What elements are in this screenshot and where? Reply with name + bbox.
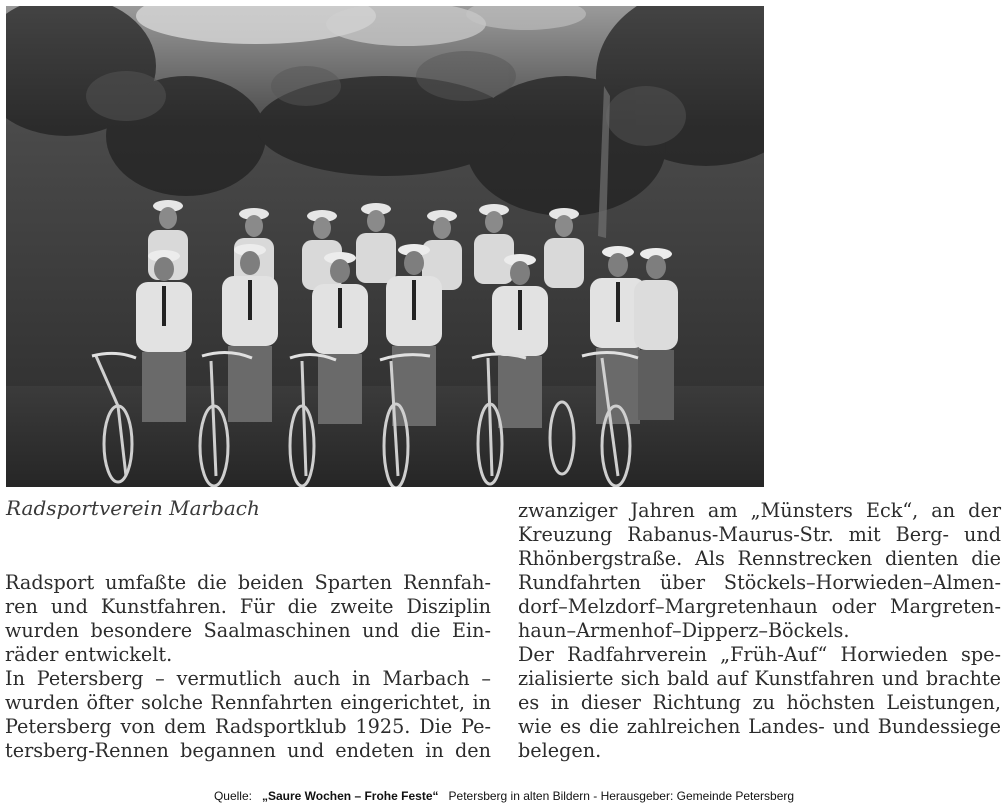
text-line: zialisierte sich bald auf Kunstfahren und brachte [518,667,1001,690]
text-line: wurden besondere Saalmaschinen und die Ein- [5,619,491,642]
photo-caption: Radsportverein Marbach [6,496,260,520]
text-line: In Petersberg – vermutlich auch in Marbach – [5,667,491,690]
text-column-right [518,499,1001,763]
text-line: ren und Kunstfahren. Für die zweite Disziplin [5,595,491,618]
text-line: tersberg-Rennen begannen und endeten in den [5,739,491,762]
text-line: belegen. [518,739,602,762]
text-line: Rhönbergstraße. Als Rennstrecken dienten die [518,547,1001,570]
text-line: es in dieser Richtung zu höchsten Leistungen, [518,691,1001,714]
text-line: Rundfahrten über Stöckels–Horwieden–Almen- [518,571,1001,594]
group-photo-illustration [6,6,764,487]
text-line: zwanziger Jahren am „Münsters Eck“, an der [518,499,1001,522]
text-column-left [5,571,491,763]
text-line: haun–Armenhof–Dipperz–Böckels. [518,619,850,642]
source-rest: Petersberg in alten Bildern - Herausgeber: Gemeinde Petersberg [448,789,795,803]
historical-photo [6,6,764,487]
text-line: Radsport umfaßte die beiden Sparten Rennfah- [5,571,491,594]
text-line: wie es die zahlreichen Landes- und Bundessiege [518,715,1001,738]
text-line: wurden öfter solche Rennfahrten eingerichtet, in [5,691,491,714]
source-prefix: Quelle: [213,789,252,803]
source-title: „Saure Wochen – Frohe Feste“ [262,789,439,803]
text-line: Petersberg von dem Radsportklub 1925. Die Pe- [5,715,491,738]
source-credit [0,789,1008,803]
text-line: Der Radfahrverein „Früh-Auf“ Horwieden spe- [518,643,1001,666]
text-line: räder entwickelt. [5,643,173,666]
text-line: dorf–Melzdorf–Margretenhaun oder Margreten- [518,595,1001,618]
text-line: Kreuzung Rabanus-Maurus-Str. mit Berg- und [518,523,1001,546]
